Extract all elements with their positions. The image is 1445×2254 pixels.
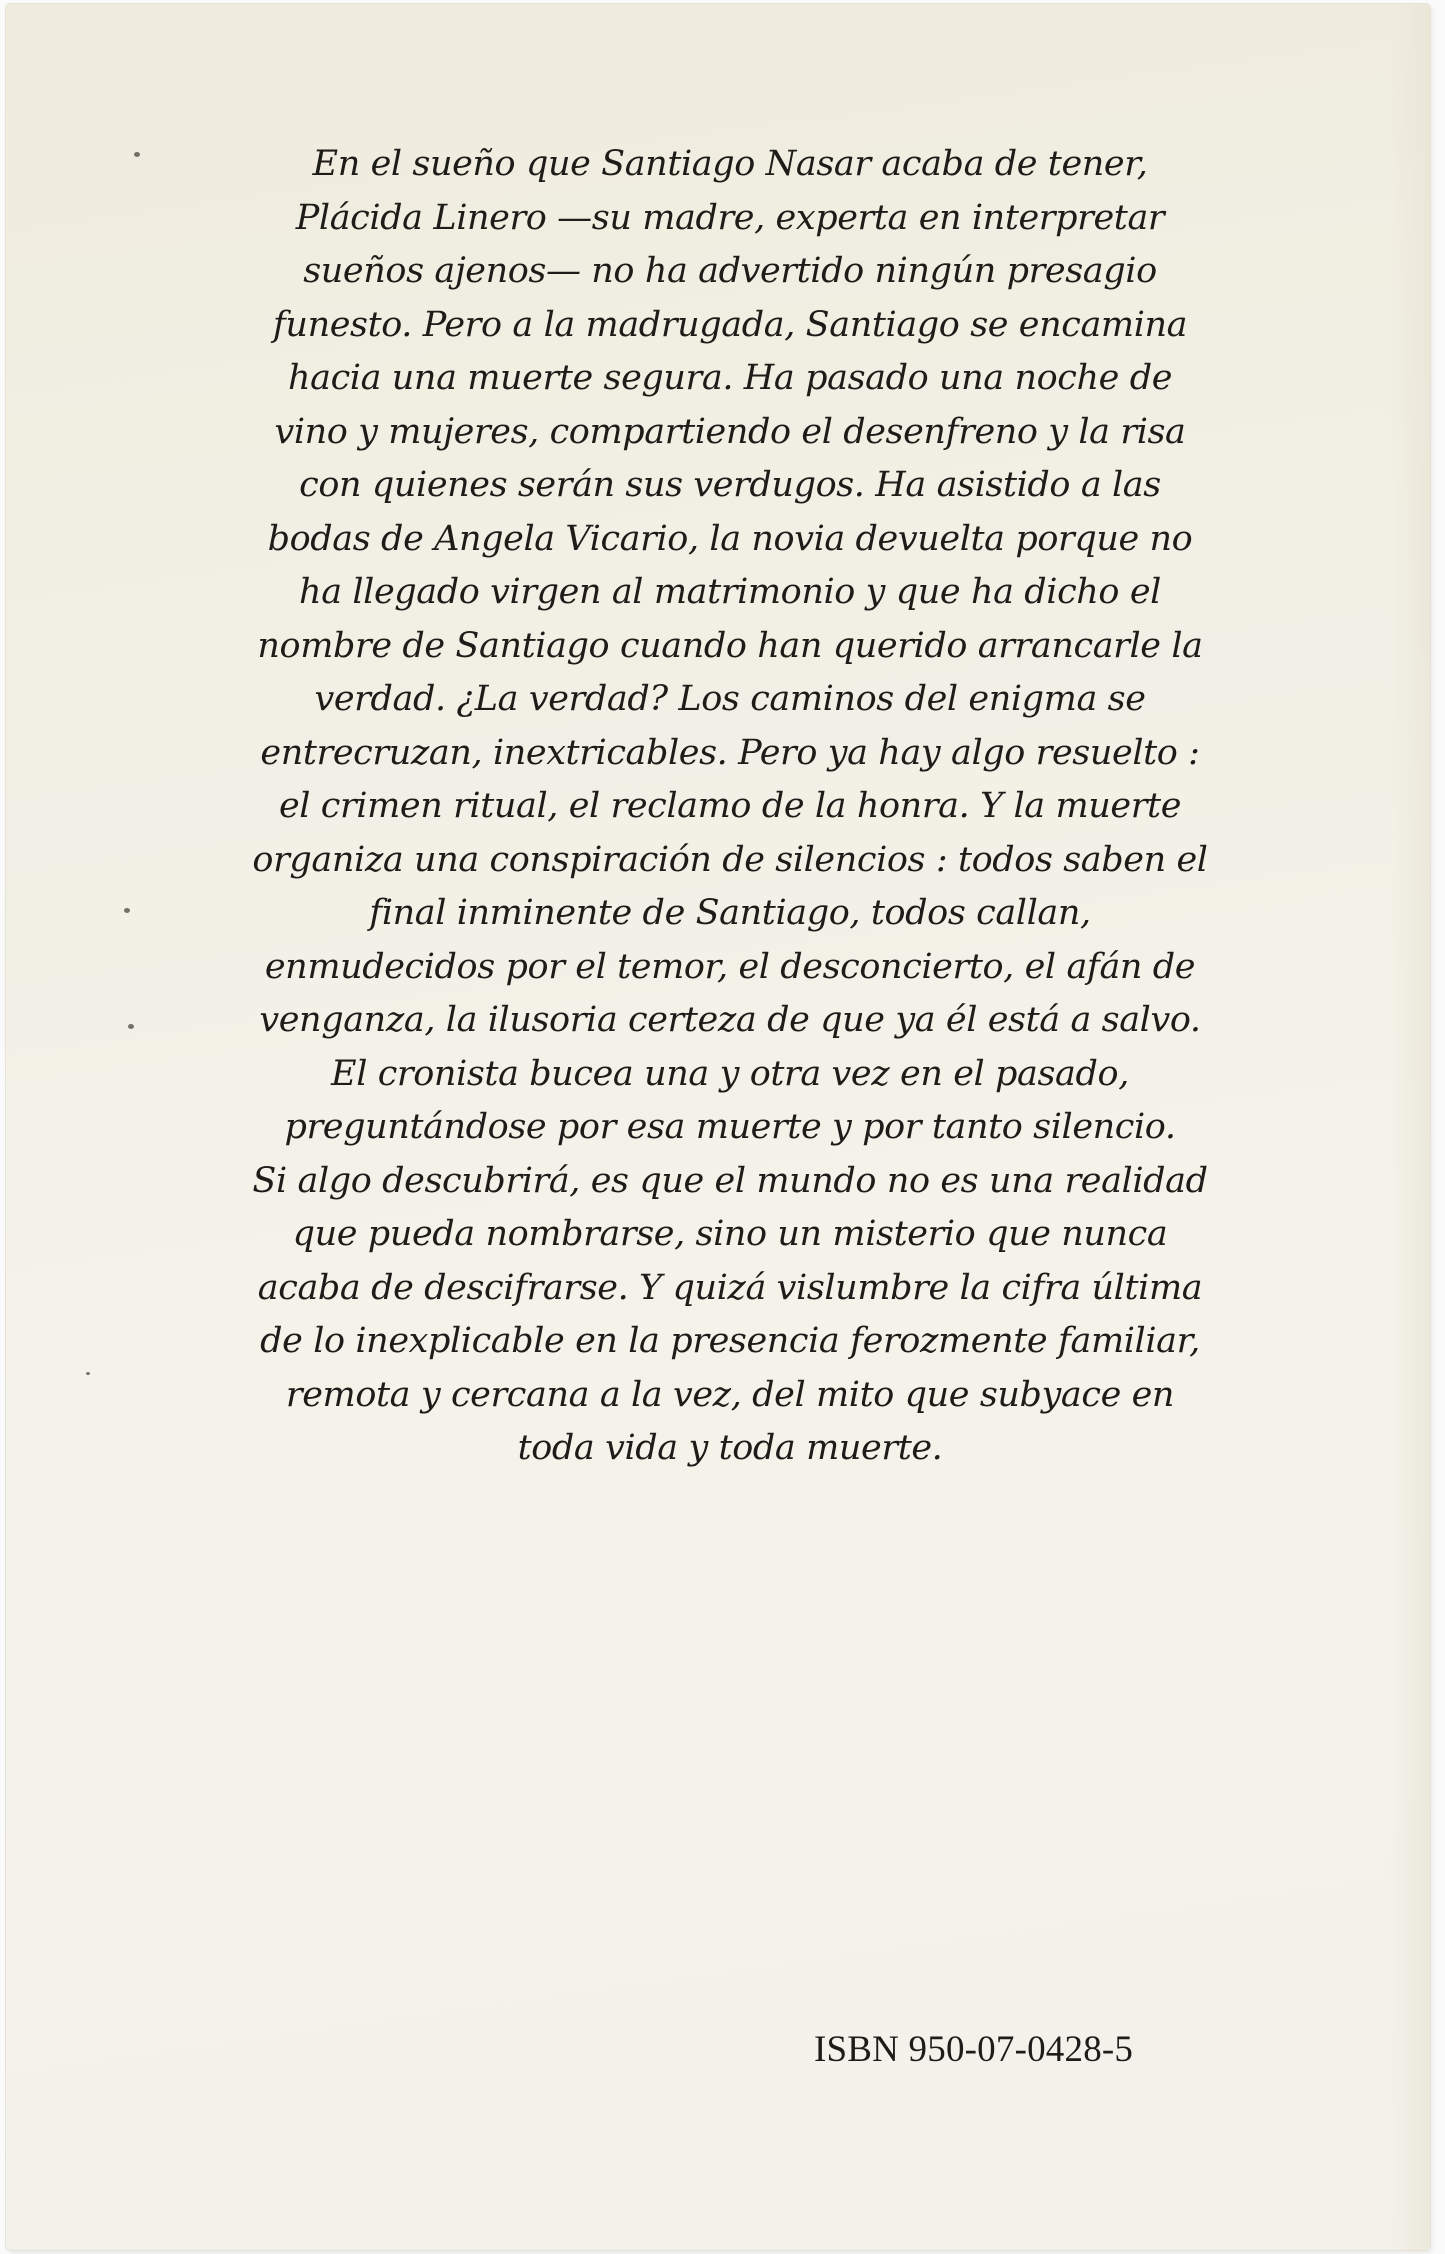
synopsis-line: El cronista bucea una y otra vez en el pasado, [331, 1053, 1129, 1094]
synopsis-line: vino y mujeres, compartiendo el desenfreno y la risa [274, 411, 1186, 452]
synopsis-line: final inminente de Santiago, todos callan, [369, 893, 1091, 933]
synopsis-line: el crimen ritual, el reclamo de la honra. Y la muerte [278, 786, 1182, 826]
isbn-number: ISBN 950-07-0428-5 [814, 2029, 1134, 2070]
synopsis-line: verdad. ¿La verdad? Los caminos del enigma se [314, 679, 1146, 719]
paper-speck [134, 152, 140, 157]
synopsis-line: ha llegado virgen al matrimonio y que ha dicho el [299, 572, 1161, 612]
synopsis-line: remota y cercana a la vez, del mito que subyace en [285, 1374, 1175, 1415]
paper-speck [124, 908, 130, 913]
synopsis-line: Si algo descubrirá, es que el mundo no es una realidad [252, 1160, 1208, 1201]
synopsis-line: En el sueño que Santiago Nasar acaba de tener, [312, 144, 1148, 184]
synopsis-line: entrecruzan, inextricables. Pero ya hay algo resuelto : [260, 732, 1200, 773]
synopsis-line: organiza una conspiración de silencios : todos saben el [252, 839, 1208, 880]
synopsis-line: de lo inexplicable en la presencia ferozmente familiar, [260, 1321, 1200, 1361]
synopsis-line: sueños ajenos— no ha advertido ningún presagio [303, 251, 1157, 291]
synopsis-text [190, 138, 1270, 1476]
synopsis-line: enmudecidos por el temor, el desconcierto, el afán de [264, 946, 1196, 987]
synopsis-line: que pueda nombrarse, sino un misterio que nunca [292, 1214, 1168, 1254]
synopsis-line: bodas de Angela Vicario, la novia devuelta porque no [267, 518, 1193, 559]
synopsis-line: acaba de descifrarse. Y quizá vislumbre la cifra última [257, 1267, 1203, 1308]
cover-edge-shadow [1390, 4, 1430, 2250]
synopsis-line: toda vida y toda muerte. [517, 1428, 943, 1468]
synopsis-line: con quienes serán sus verdugos. Ha asistido a las [299, 465, 1161, 505]
synopsis-line: nombre de Santiago cuando han querido arrancarle la [257, 625, 1203, 666]
synopsis-line: funesto. Pero a la madrugada, Santiago se encamina [272, 304, 1188, 345]
synopsis-line: hacia una muerte segura. Ha pasado una noche de [287, 358, 1173, 398]
synopsis-line: Plácida Linero —su madre, experta en interpretar [295, 197, 1165, 238]
synopsis-line: preguntándose por esa muerte y por tanto silencio. [284, 1107, 1176, 1147]
paper-speck [86, 1372, 90, 1375]
paper-speck [128, 1024, 134, 1029]
synopsis-line: venganza, la ilusoria certeza de que ya él está a salvo. [259, 1000, 1201, 1040]
